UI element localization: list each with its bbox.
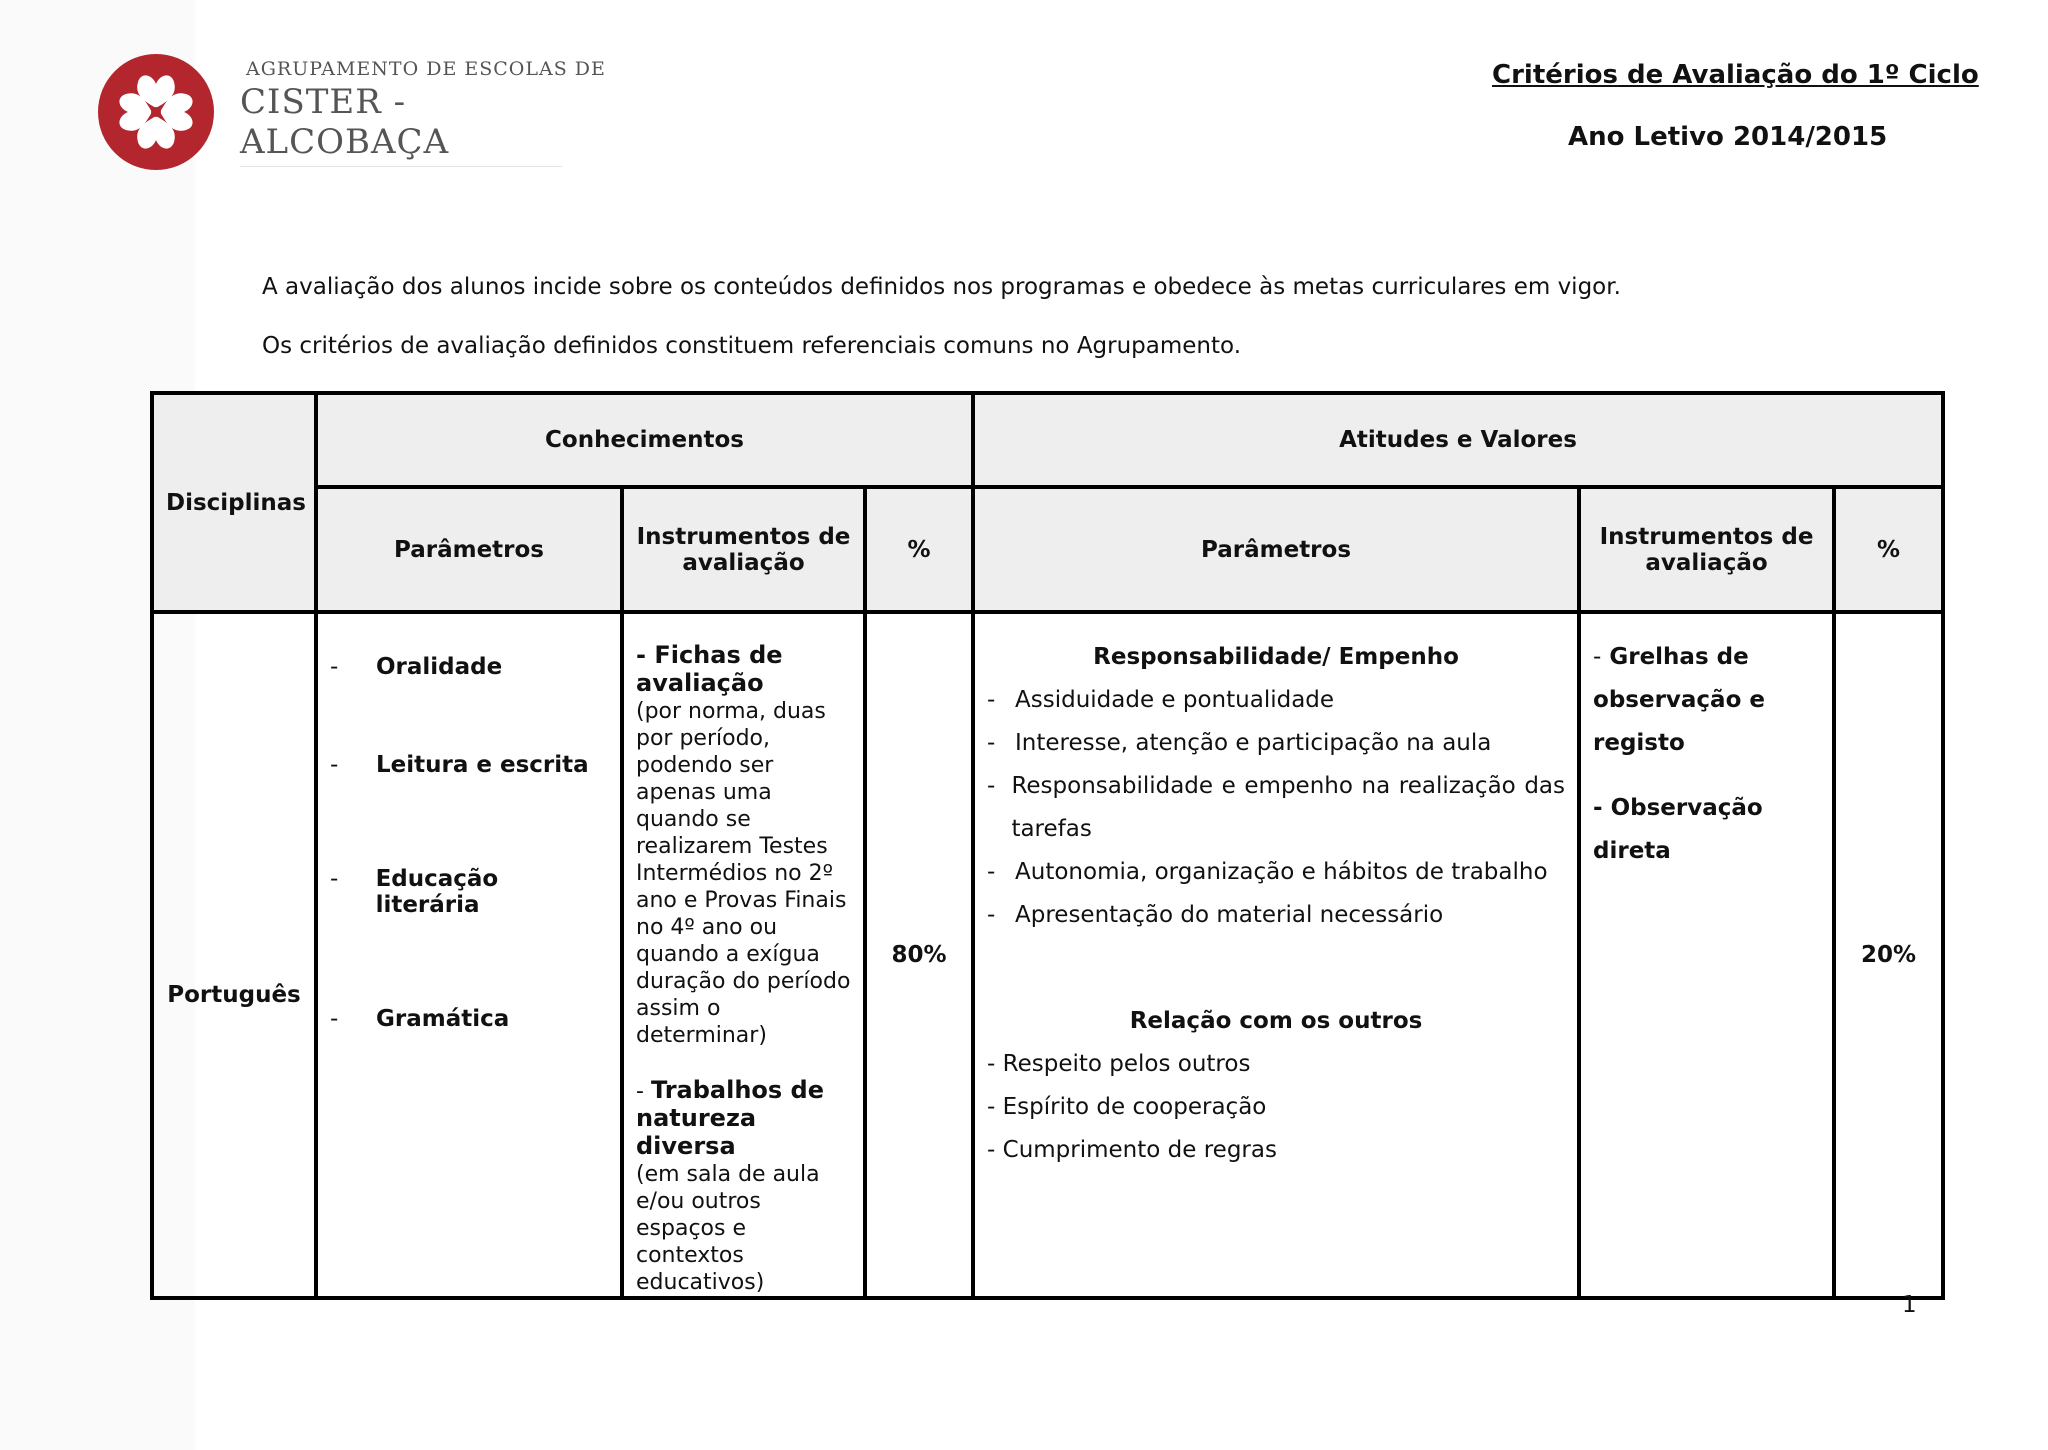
school-logo-icon [96,52,216,172]
cell-parametros-atitudes [973,612,1579,1298]
att-heading-responsabilidade: Responsabilidade/ Empenho [1093,644,1459,670]
page-number: 1 [1902,1292,1917,1318]
cell-instrumentos-conhecimentos [622,612,865,1298]
header-conhecimentos: Conhecimentos [316,393,973,487]
cell-percent-conhecimentos: 80% [865,612,973,1298]
cell-percent-atitudes: 20% [1834,612,1943,1298]
subheader-instrumentos-conhecimentos: Instrumentos de avaliação [622,487,865,612]
att-instrumento-grelhas: - Grelhas de observação e registo [1593,644,1765,756]
header-atitudes-valores: Atitudes e Valores [973,393,1943,487]
att-item: - Respeito pelos outros [987,1051,1251,1077]
subheader-parametros-conhecimentos: Parâmetros [316,487,622,612]
instrumento-fichas: - Fichas de avaliação (por norma, duas por período, podendo ser apenas uma quando se realizarem Testes Intermédios no 2º ano e Provas Finais no 4º ano ou quando a exígua duração do período assim o determinar) [636,641,851,1048]
document-title: Critérios de Avaliação do 1º Ciclo [1492,60,1979,90]
instrumento-trabalhos: - Trabalhos de natureza diversa (em sala de aula e/ou outros espaços e contextos educativos) [636,1076,824,1295]
att-item: - Interesse, atenção e participação na aula [987,730,1492,756]
subheader-percent-atitudes: % [1834,487,1943,612]
att-item: - Autonomia, organização e hábitos de trabalho [987,859,1548,885]
parametro-item: - Educação literária [330,866,499,918]
subheader-percent-conhecimentos: % [865,487,973,612]
cell-instrumentos-atitudes [1579,612,1834,1298]
att-item: - Responsabilidade e empenho na realização das tarefas [987,773,1566,842]
att-heading-relacao: Relação com os outros [1129,1008,1423,1034]
att-item: - Assiduidade e pontualidade [987,687,1335,713]
criteria-table [150,391,1945,1300]
att-item: - Apresentação do material necessário [987,902,1444,928]
att-item: - Espírito de cooperação [987,1094,1267,1120]
org-name-line2: CISTER - ALCOBAÇA [240,82,562,167]
att-instrumento-observacao: - Observação direta [1593,795,1763,864]
header-disciplinas: Disciplinas [152,393,316,612]
subheader-parametros-atitudes: Parâmetros [973,487,1579,612]
cell-disciplina: Português [152,612,316,1298]
parametro-item: - Gramática [330,1006,510,1032]
subheader-instrumentos-atitudes: Instrumentos de avaliação [1579,487,1834,612]
parametro-item: - Oralidade [330,654,503,680]
org-name-line1: AGRUPAMENTO DE ESCOLAS DE [246,58,606,80]
intro-paragraph-1: A avaliação dos alunos incide sobre os conteúdos definidos nos programas e obedece às metas curriculares em vigor. [262,274,1621,300]
att-item: - Cumprimento de regras [987,1137,1277,1163]
cell-parametros-conhecimentos [316,612,622,1298]
intro-paragraph-2: Os critérios de avaliação definidos constituem referenciais comuns no Agrupamento. [262,333,1242,359]
school-year: Ano Letivo 2014/2015 [1568,122,1888,152]
parametro-item: - Leitura e escrita [330,752,589,778]
